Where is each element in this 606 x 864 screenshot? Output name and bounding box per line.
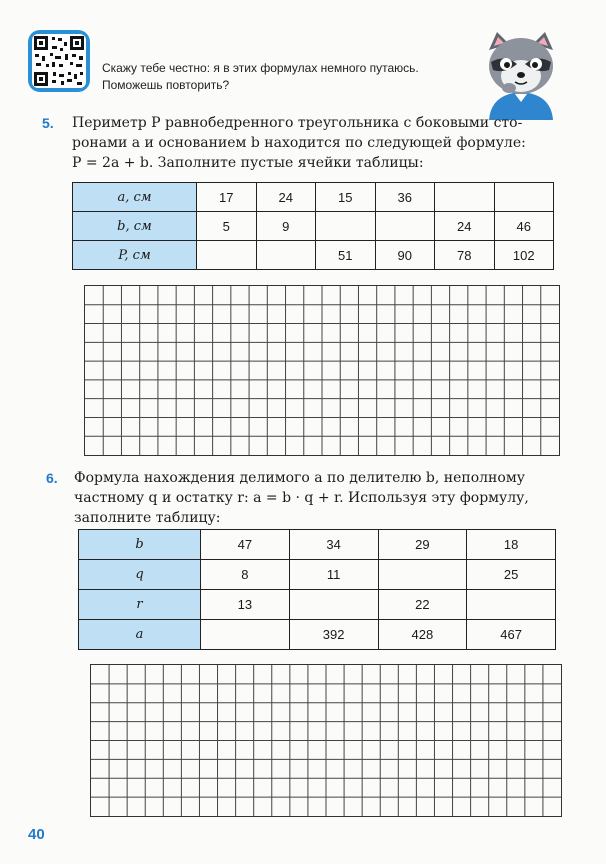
- task-5-line-2: ронами a и основанием b находится по следующей формуле:: [72, 135, 526, 151]
- perimeter-table-cell[interactable]: 90: [375, 241, 435, 270]
- qr-code-pattern: [32, 34, 86, 88]
- perimeter-table-cell[interactable]: 9: [256, 212, 316, 241]
- division-table-cell[interactable]: 467: [467, 620, 556, 650]
- division-table-cell[interactable]: [289, 590, 378, 620]
- division-table-cell[interactable]: [467, 590, 556, 620]
- division-table-cell[interactable]: [378, 560, 467, 590]
- perimeter-table-cell[interactable]: [197, 241, 257, 270]
- division-table-cell[interactable]: 392: [289, 620, 378, 650]
- division-table-row-label: r: [79, 590, 201, 620]
- task-5: [42, 113, 562, 173]
- speech-text: [102, 60, 482, 94]
- perimeter-table-cell[interactable]: 5: [197, 212, 257, 241]
- grid-lines: [91, 665, 561, 816]
- task-6-number: 6.: [46, 470, 58, 486]
- division-table-cell[interactable]: 29: [378, 530, 467, 560]
- perimeter-table: [72, 182, 554, 270]
- division-table-cell[interactable]: 11: [289, 560, 378, 590]
- division-table-cell[interactable]: 22: [378, 590, 467, 620]
- division-table-row: [79, 590, 556, 620]
- division-table-cell[interactable]: [201, 620, 290, 650]
- task-6-line-1: Формула нахождения делимого a по делителю b, неполному: [74, 470, 525, 486]
- perimeter-table-row: [73, 241, 554, 270]
- task-6-line-3: заполните таблицу:: [74, 510, 221, 526]
- qr-code[interactable]: [28, 30, 90, 92]
- perimeter-table-row: [73, 212, 554, 241]
- perimeter-table-cell[interactable]: 46: [494, 212, 554, 241]
- task-6-line-2: частному q и остатку r: a = b · q + r. Используя эту формулу,: [74, 490, 529, 506]
- perimeter-table-cell[interactable]: 78: [435, 241, 495, 270]
- division-table-cell[interactable]: 13: [201, 590, 290, 620]
- perimeter-table-row: [73, 183, 554, 212]
- grid-lines: [85, 286, 559, 455]
- perimeter-table-cell[interactable]: 102: [494, 241, 554, 270]
- answer-grid-6[interactable]: [90, 664, 562, 817]
- perimeter-table-row-label: b, см: [73, 212, 197, 241]
- division-table-cell[interactable]: 47: [201, 530, 290, 560]
- division-table-row-label: b: [79, 530, 201, 560]
- task-5-line-1: Периметр P равнобедренного треугольника с боковыми сто-: [72, 115, 523, 131]
- task-6: [46, 468, 566, 528]
- speech-line-1: Скажу тебе честно: я в этих формулах немного путаюсь.: [102, 61, 419, 75]
- division-table-row: [79, 530, 556, 560]
- division-table: [78, 529, 556, 650]
- task-5-line-3: P = 2a + b. Заполните пустые ячейки таблицы:: [72, 155, 424, 171]
- perimeter-table-row-label: a, см: [73, 183, 197, 212]
- perimeter-table-cell[interactable]: [316, 212, 376, 241]
- division-table-cell[interactable]: 18: [467, 530, 556, 560]
- division-table-cell[interactable]: 34: [289, 530, 378, 560]
- perimeter-table-cell[interactable]: [256, 241, 316, 270]
- division-table-row: [79, 620, 556, 650]
- perimeter-table-cell[interactable]: 24: [435, 212, 495, 241]
- task-5-number: 5.: [42, 115, 54, 131]
- perimeter-table-cell[interactable]: 15: [316, 183, 376, 212]
- raccoon-mascot-icon: [475, 28, 567, 120]
- division-table-cell[interactable]: 8: [201, 560, 290, 590]
- division-table-row-label: a: [79, 620, 201, 650]
- perimeter-table-cell[interactable]: 36: [375, 183, 435, 212]
- perimeter-table-cell[interactable]: 17: [197, 183, 257, 212]
- perimeter-table-cell[interactable]: [435, 183, 495, 212]
- perimeter-table-cell[interactable]: 51: [316, 241, 376, 270]
- speech-line-2: Поможешь повторить?: [102, 78, 230, 92]
- division-table-cell[interactable]: 428: [378, 620, 467, 650]
- division-table-cell[interactable]: 25: [467, 560, 556, 590]
- perimeter-table-row-label: P, см: [73, 241, 197, 270]
- page-number: 40: [28, 826, 45, 843]
- perimeter-table-cell[interactable]: [494, 183, 554, 212]
- perimeter-table-cell[interactable]: 24: [256, 183, 316, 212]
- division-table-row-label: q: [79, 560, 201, 590]
- perimeter-table-cell[interactable]: [375, 212, 435, 241]
- division-table-row: [79, 560, 556, 590]
- qr-code-icon: [32, 34, 86, 88]
- answer-grid-5[interactable]: [84, 285, 560, 456]
